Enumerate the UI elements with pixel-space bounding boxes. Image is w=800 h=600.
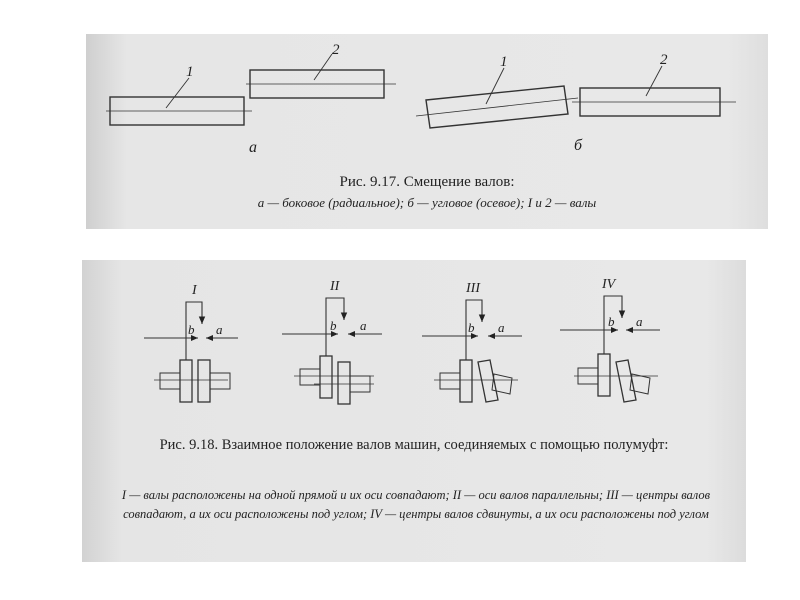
label-1: 1 [500, 54, 508, 70]
roman-label-III: III [466, 281, 480, 296]
dim-a: a [360, 318, 367, 333]
leader-line [314, 54, 332, 80]
leader-line [646, 66, 662, 96]
figure-caption-description: I — валы расположены на одной прямой и их оси совпадают; II — оси валов параллельны; III — центры валов совпадают, а их оси расположены под углом; IV — центры валов сдвинуты, а их оси расположены под углом [121, 488, 711, 521]
figure-caption-title: Рис. 9.18. Взаимное положение валов машин, соединяемых с помощью полумуфт: [159, 437, 669, 453]
dim-a: a [216, 322, 223, 337]
label-2: 2 [660, 52, 668, 68]
dim-b: b [188, 322, 195, 337]
variant-II [282, 298, 382, 404]
leader-line [486, 68, 504, 104]
label-b: б [574, 137, 583, 154]
variant-I [144, 302, 238, 402]
variant-III [422, 300, 522, 402]
roman-label-I: I [192, 283, 197, 298]
label-2: 2 [332, 42, 340, 58]
leader-line [166, 78, 189, 108]
roman-label-II: II [330, 279, 340, 294]
dim-b: b [468, 320, 475, 335]
dim-b: b [608, 314, 615, 329]
roman-label-IV: IV [602, 277, 616, 292]
dim-a: a [636, 314, 643, 329]
label-1: 1 [186, 64, 194, 80]
figure-caption-title: Рис. 9.17. Смещение валов: [339, 174, 515, 190]
dim-b: b [330, 318, 337, 333]
axis-line [416, 98, 578, 116]
diagram-b [416, 66, 736, 128]
figure-9-17-panel [86, 34, 768, 229]
diagram-a [106, 54, 396, 125]
variant-IV [560, 296, 660, 402]
dim-a: a [498, 320, 505, 335]
figure-caption-description: а — боковое (радиальное); б — угловое (осевое); I и 2 — валы [257, 195, 597, 210]
figure-9-18-panel [82, 260, 746, 562]
label-a: а [249, 139, 257, 156]
coupling-positions-diagram [82, 260, 746, 435]
half-coupling-left [180, 360, 192, 402]
half-coupling-right [198, 360, 210, 402]
